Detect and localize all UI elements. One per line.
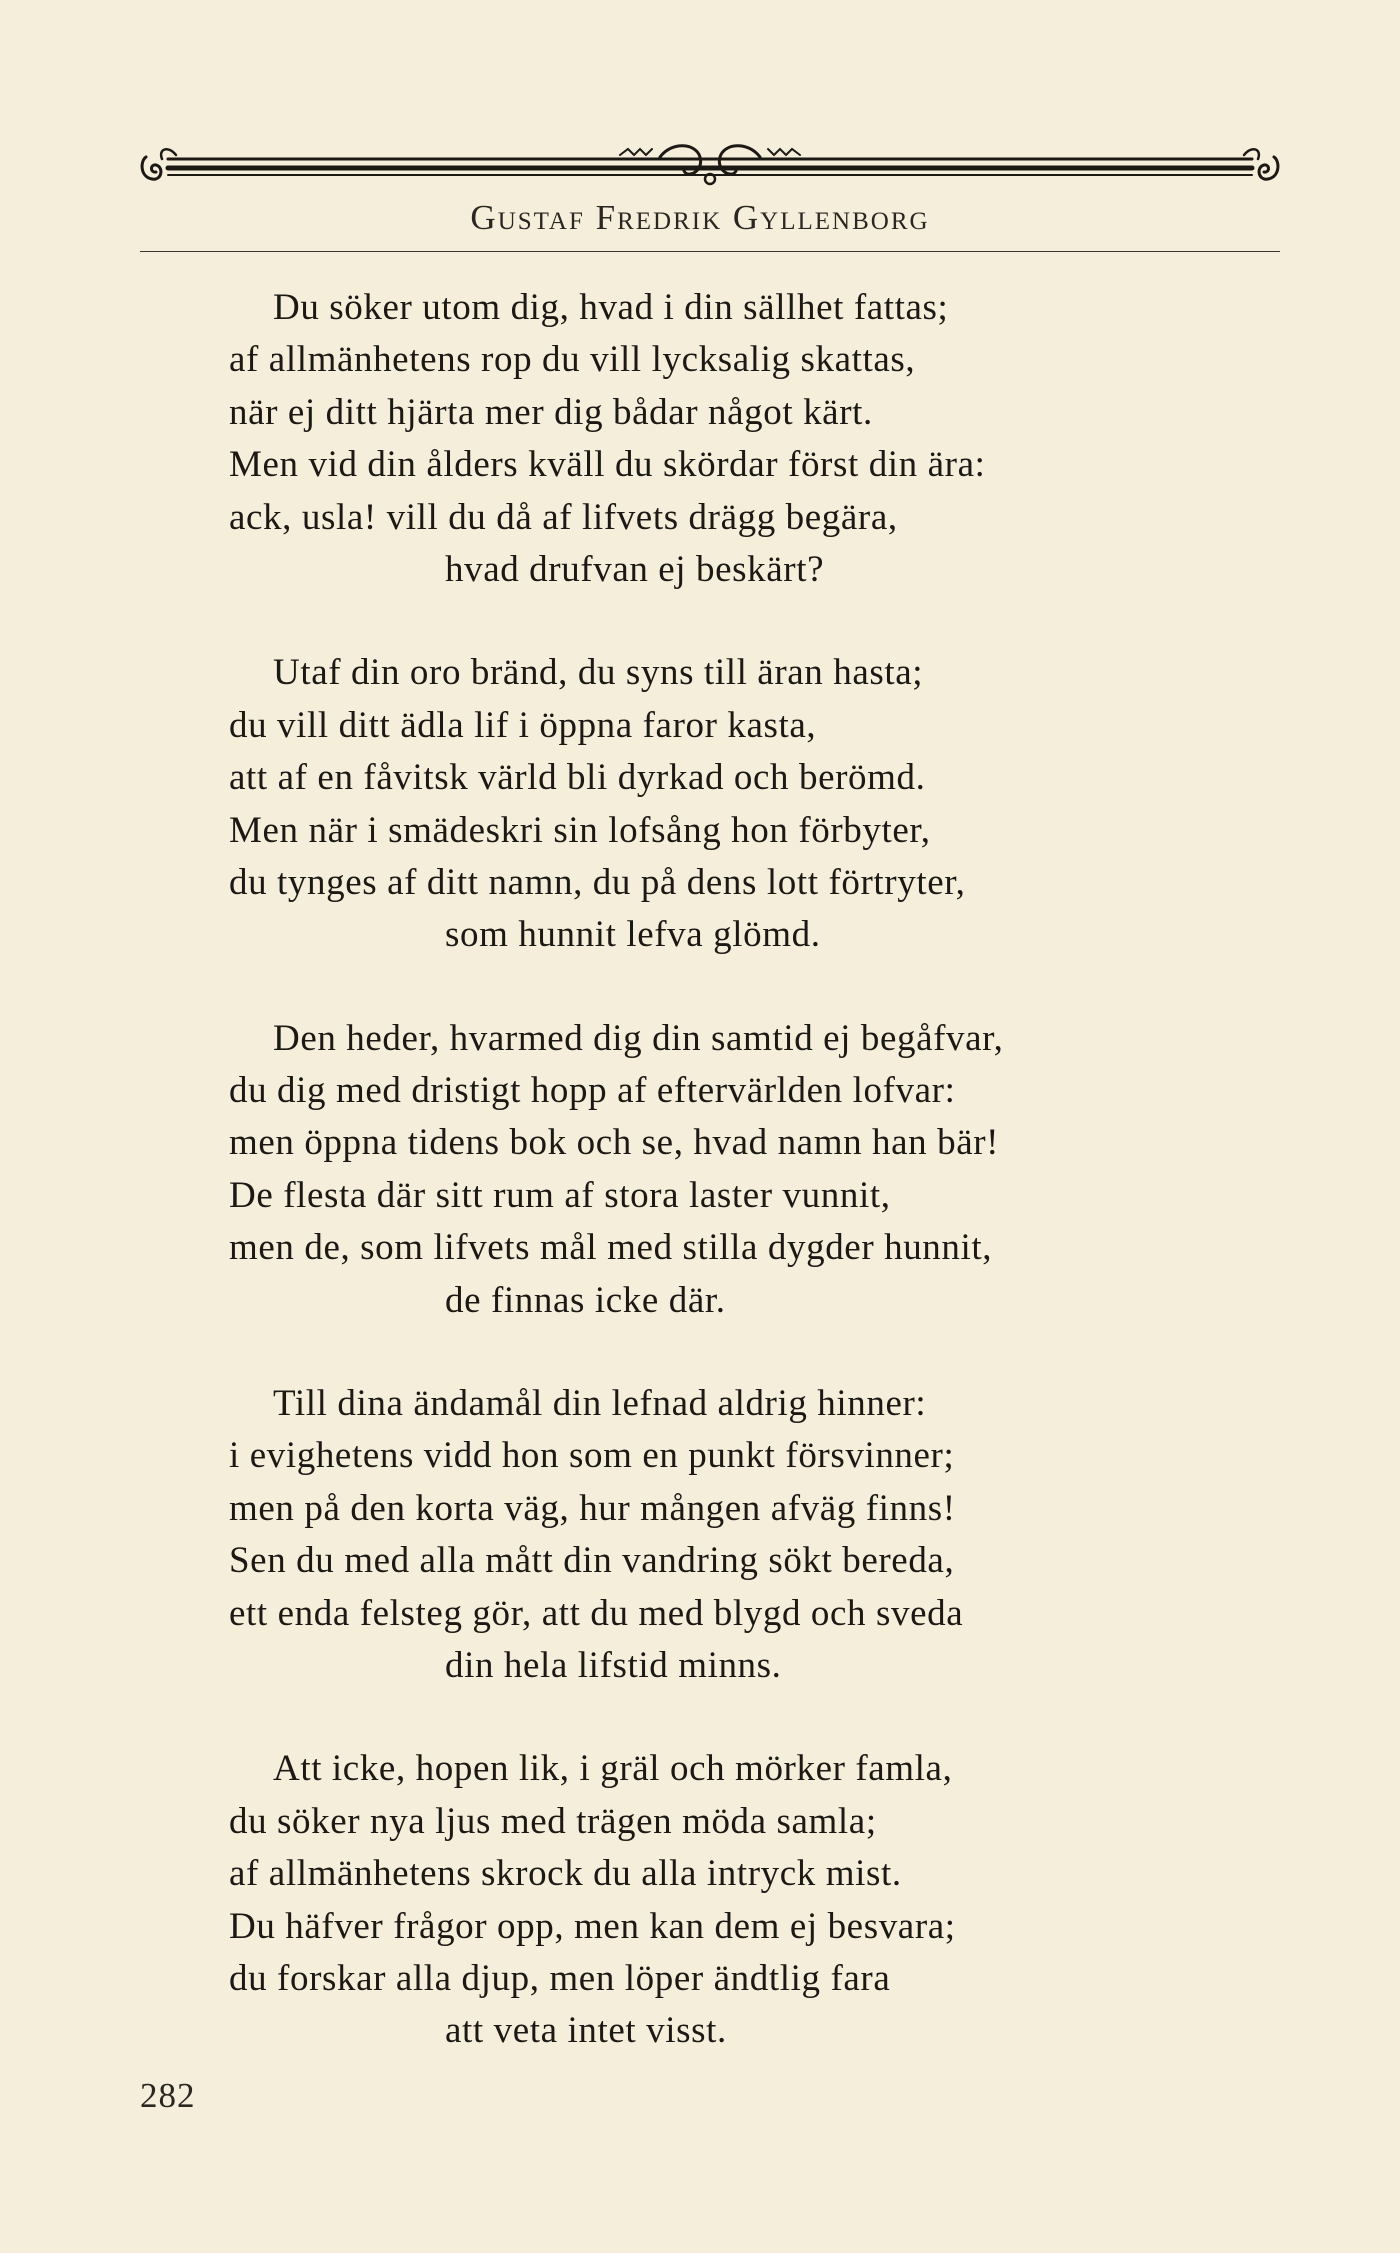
verse-line: du forskar alla djup, men löper ändtlig fara — [229, 1957, 891, 1999]
ornamental-headpiece — [140, 135, 1280, 205]
verse-line: De flesta där sitt rum af stora laster vunnit, — [229, 1174, 891, 1216]
verse-line: att veta intet visst. — [445, 2010, 727, 2052]
verse-line: Att icke, hopen lik, i gräl och mörker famla, — [273, 1748, 953, 1790]
verse-line: Du söker utom dig, hvad i din sällhet fattas; — [273, 287, 949, 328]
verse-line: Sen du med alla mått din vandring sökt bereda, — [229, 1540, 955, 1582]
verse-line: af allmänhetens skrock du alla intryck mist. — [229, 1853, 902, 1895]
verse-line: Du häfver frågor opp, men kan dem ej besvara; — [229, 1905, 956, 1947]
verse-line: när ej ditt hjärta mer dig bådar något kärt. — [229, 391, 873, 433]
running-head-title: Gustaf Fredrik Gyllenborg — [470, 198, 930, 237]
verse-line: de finnas icke där. — [445, 1279, 726, 1321]
stanza-4 — [0, 1378, 1400, 1692]
verse-line: du dig med dristigt hopp af eftervärlden lofvar: — [229, 1070, 956, 1112]
verse-line: att af en fåvitsk värld bli dyrkad och berömd. — [229, 757, 926, 799]
verse-line: af allmänhetens rop du vill lycksalig skattas, — [229, 339, 916, 381]
verse-line: din hela lifstid minns. — [445, 1644, 782, 1686]
poem — [0, 282, 1400, 2109]
verse-line: Men vid din ålders kväll du skördar först din ära: — [229, 444, 986, 486]
verse-line: men de, som lifvets mål med stilla dygder hunnit, — [229, 1227, 993, 1269]
verse-line: men öppna tidens bok och se, hvad namn han bär! — [229, 1122, 1000, 1164]
verse-line: hvad drufvan ej beskärt? — [445, 548, 825, 590]
page-number: 282 — [140, 2076, 196, 2115]
stanza-5 — [0, 1743, 1400, 2057]
stanza-2 — [0, 647, 1400, 961]
verse-line: ack, usla! vill du då af lifvets drägg begära, — [229, 496, 898, 538]
verse-line: du tynges af ditt namn, du på dens lott förtryter, — [229, 861, 966, 903]
verse-line: du vill ditt ädla lif i öppna faror kasta, — [229, 704, 817, 746]
verse-line: i evighetens vidd hon som en punkt försvinner; — [229, 1435, 955, 1477]
verse-line: som hunnit lefva glömd. — [445, 914, 821, 956]
verse-line: du söker nya ljus med trägen möda samla; — [229, 1800, 877, 1842]
verse-line: Den heder, hvarmed dig din samtid ej begåfvar, — [273, 1017, 1004, 1059]
stanza-3 — [0, 1013, 1400, 1327]
verse-line: men på den korta väg, hur mången afväg finns! — [229, 1487, 956, 1529]
stanza-1 — [0, 282, 1400, 596]
verse-line: Utaf din oro bränd, du syns till äran hasta; — [273, 652, 924, 694]
verse-line: ett enda felsteg gör, att du med blygd och sveda — [229, 1592, 964, 1634]
header-rule — [140, 251, 1280, 252]
verse-line: Till dina ändamål din lefnad aldrig hinner: — [273, 1383, 927, 1425]
verse-line: Men när i smädeskri sin lofsång hon förbyter, — [229, 809, 931, 851]
